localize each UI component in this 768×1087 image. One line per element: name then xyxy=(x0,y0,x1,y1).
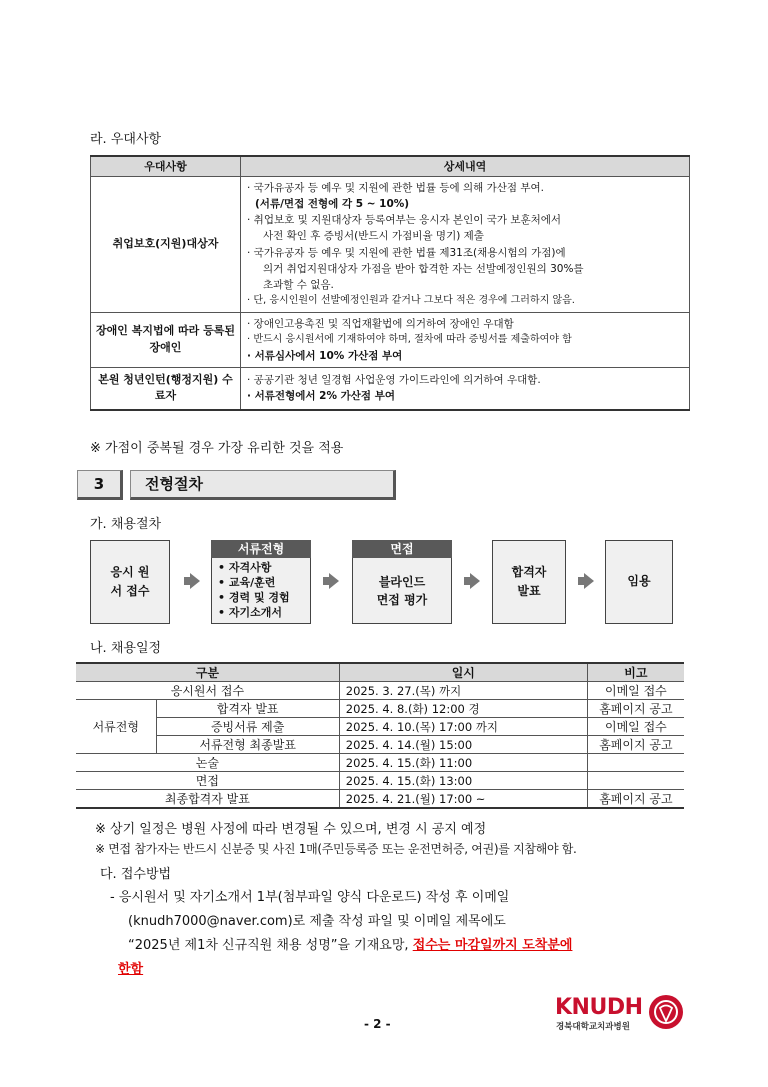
schedule-note: 홈페이지 공고 xyxy=(587,700,684,718)
schedule-header-category: 구분 xyxy=(76,663,339,682)
flow-step-label: 임용 xyxy=(627,574,651,589)
detail-line: (서류/면접 전형에 각 5 ~ 10%) xyxy=(255,197,410,210)
table-row xyxy=(76,718,684,736)
schedule-table xyxy=(76,662,684,809)
detail-line: · 서류전형에서 2% 가산점 부여 xyxy=(247,390,396,403)
deadline-warning: 접수는 마감일까지 도착분에 xyxy=(412,938,573,953)
detail-line: · 취업보호 및 지원대상자 등록여부는 응시자 본인이 국가 보훈처에서 xyxy=(247,214,562,227)
schedule-header-date: 일시 xyxy=(339,663,587,682)
flow-step-appointment xyxy=(605,540,673,624)
detail-line: · 공공기관 청년 일경험 사업운영 가이드라인에 의거하여 우대함. xyxy=(247,374,541,387)
preference-table xyxy=(90,155,690,411)
note-interview-id: ※ 면접 참가자는 반드시 신분증 및 사진 1매(주민등록증 또는 운전면허증, 여권)를 지참해야 함. xyxy=(95,842,577,856)
arrow-right-icon xyxy=(323,573,339,589)
flow-step-label: 합격자 발표 xyxy=(511,564,547,598)
pref-category: 본원 청년인턴(행정지원) 수료자 xyxy=(91,367,241,410)
method-line-2: (knudh7000@naver.com)로 제출 작성 파일 및 이메일 제목에도 xyxy=(128,914,506,929)
detail-line: 의거 취업지원대상자 가점을 받아 합격한 자는 선발예정인원의 30%를 xyxy=(263,262,584,275)
detail-line: · 장애인고용촉진 및 직업재활법에 의거하여 장애인 우대함 xyxy=(247,317,514,330)
schedule-note: 이메일 접수 xyxy=(587,682,684,700)
schedule-label: 합격자 발표 xyxy=(156,700,339,718)
flow-step-application xyxy=(90,540,170,624)
section-ra-title: 라. 우대사항 xyxy=(90,132,162,147)
schedule-date: 2025. 4. 8.(화) 12:00 경 xyxy=(339,700,587,718)
pref-header-detail: 상세내역 xyxy=(241,156,690,176)
flow-item: • 자격사항 xyxy=(218,561,272,574)
table-row xyxy=(91,312,690,367)
schedule-note: 이메일 접수 xyxy=(587,718,684,736)
detail-line: · 반드시 응시원서에 기재하여야 하며, 절차에 따라 증빙서를 제출하여야 함 xyxy=(247,334,572,346)
flow-item: • 자기소개서 xyxy=(218,606,282,619)
table-row xyxy=(76,682,684,700)
detail-line: · 단, 응시인원이 선발예정인원과 같거나 그보다 적은 경우에 그러하지 않음. xyxy=(247,295,575,307)
schedule-note xyxy=(587,754,684,772)
method-line-3-text: “2025년 제1차 신규직원 채용 성명”을 기재요망, xyxy=(128,938,413,953)
schedule-label: 응시원서 접수 xyxy=(76,682,339,700)
schedule-date: 2025. 4. 15.(화) 13:00 xyxy=(339,772,587,790)
method-line-1: - 응시원서 및 자기소개서 1부(첨부파일 양식 다운로드) 작성 후 이메일 xyxy=(110,890,510,905)
table-row xyxy=(91,176,690,312)
method-line-4 xyxy=(118,958,143,977)
schedule-note: 홈페이지 공고 xyxy=(587,736,684,754)
schedule-label: 서류전형 최종발표 xyxy=(156,736,339,754)
arrow-right-icon xyxy=(578,573,594,589)
page-number: - 2 - xyxy=(364,1017,391,1031)
section-number: 3 xyxy=(77,470,123,500)
method-line-3 xyxy=(128,934,572,953)
note-schedule-change: ※ 상기 일정은 병원 사정에 따라 변경될 수 있으며, 변경 시 공지 예정 xyxy=(95,822,487,837)
schedule-date: 2025. 3. 27.(목) 까지 xyxy=(339,682,587,700)
pref-category: 취업보호(지원)대상자 xyxy=(91,176,241,312)
flow-step-title: 서류전형 xyxy=(211,540,311,558)
table-row xyxy=(91,367,690,410)
schedule-date: 2025. 4. 14.(월) 15:00 xyxy=(339,736,587,754)
schedule-note: 홈페이지 공고 xyxy=(587,790,684,809)
arrow-right-icon xyxy=(184,573,200,589)
pref-header-category: 우대사항 xyxy=(91,156,241,176)
flow-step-interview xyxy=(352,540,452,624)
detail-line: 초과할 수 없음. xyxy=(263,279,334,292)
flow-step-title: 면접 xyxy=(352,540,452,558)
section-da-title: 다. 접수방법 xyxy=(100,867,172,882)
flow-step-document xyxy=(211,540,311,624)
pref-detail xyxy=(241,367,690,410)
flow-step-body: 블라인드 면접 평가 xyxy=(376,574,428,607)
schedule-note xyxy=(587,772,684,790)
flow-step-result xyxy=(492,540,566,624)
section-title: 전형절차 xyxy=(130,470,396,500)
schedule-label: 논술 xyxy=(76,754,339,772)
pref-category: 장애인 복지법에 따라 등록된 장애인 xyxy=(91,312,241,367)
table-row xyxy=(76,754,684,772)
schedule-header-note: 비고 xyxy=(587,663,684,682)
schedule-label: 최종합격자 발표 xyxy=(76,790,339,809)
pref-detail xyxy=(241,176,690,312)
flow-step-label: 응시 원서 접수 xyxy=(110,564,150,598)
logo-subtext: 경북대학교치과병원 xyxy=(556,1022,630,1032)
table-row xyxy=(76,772,684,790)
schedule-label: 면접 xyxy=(76,772,339,790)
detail-line: 사전 확인 후 증빙서(반드시 가점비율 명기) 제출 xyxy=(263,230,484,243)
table-row xyxy=(76,700,684,718)
table-row xyxy=(76,736,684,754)
detail-line: · 서류심사에서 10% 가산점 부여 xyxy=(247,349,403,362)
schedule-date: 2025. 4. 21.(월) 17:00 ~ xyxy=(339,790,587,809)
table-row xyxy=(76,790,684,809)
deadline-warning-end: 한함 xyxy=(118,962,144,977)
arrow-right-icon xyxy=(464,573,480,589)
schedule-date: 2025. 4. 15.(화) 11:00 xyxy=(339,754,587,772)
detail-line: · 국가유공자 등 예우 및 지원에 관한 법률 등에 의해 가산점 부여. xyxy=(247,181,544,194)
schedule-label: 증빙서류 제출 xyxy=(156,718,339,736)
schedule-date: 2025. 4. 10.(목) 17:00 까지 xyxy=(339,718,587,736)
flow-item: • 교육/훈련 xyxy=(218,576,276,589)
section-ga-title: 가. 채용절차 xyxy=(90,517,162,532)
pref-detail xyxy=(241,312,690,367)
flow-item: • 경력 및 경험 xyxy=(218,591,290,604)
logo-emblem-icon xyxy=(649,995,683,1029)
schedule-group: 서류전형 xyxy=(76,700,156,754)
hospital-logo xyxy=(555,995,685,1035)
section-na-title: 나. 채용일정 xyxy=(90,641,162,656)
detail-line: · 국가유공자 등 예우 및 지원에 관한 법률 제31조(채용시험의 가점)에 xyxy=(247,246,566,259)
logo-text: KNUDH xyxy=(555,995,643,1020)
note-overlap: ※ 가점이 중복될 경우 가장 유리한 것을 적용 xyxy=(90,441,344,456)
